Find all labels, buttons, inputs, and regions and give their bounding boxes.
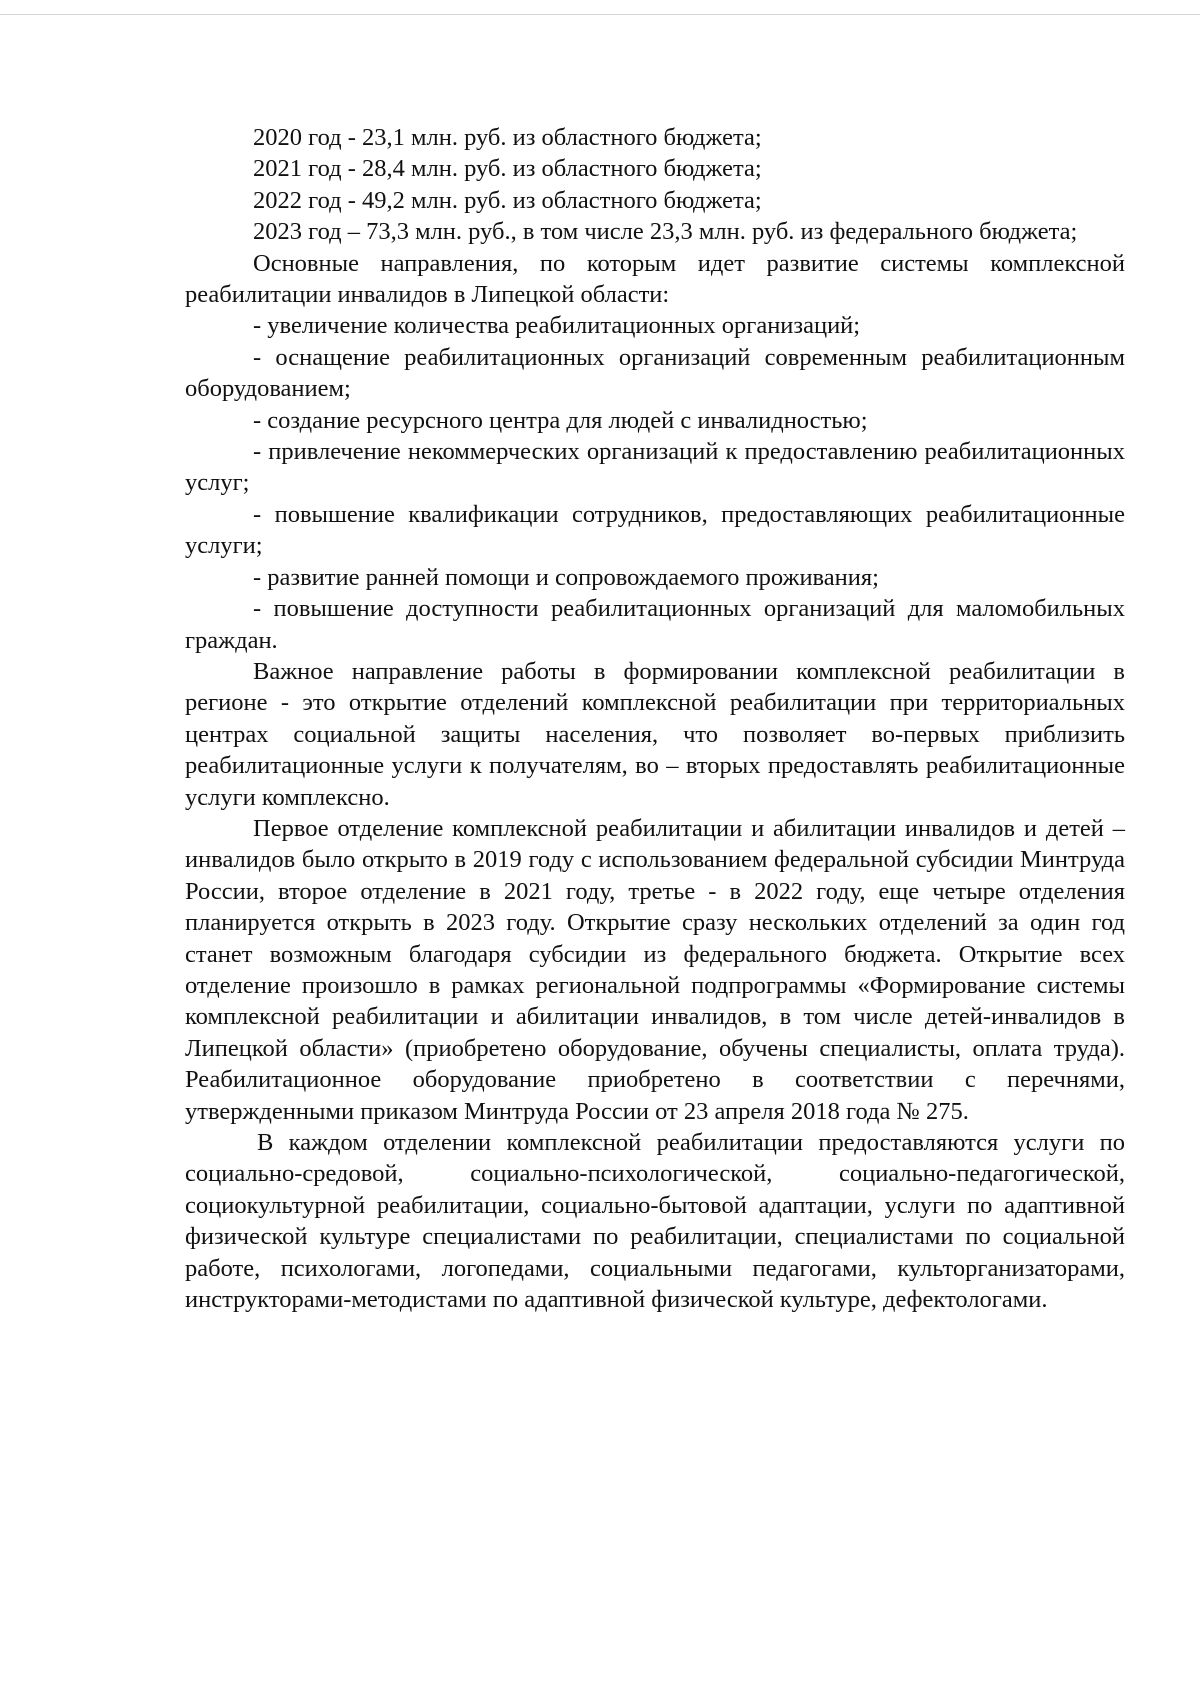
first-department-paragraph: Первое отделение комплексной реабилитации и абилитации инвалидов и детей – инвалидов было открыто в 2019 году с использованием федеральной субсидии Минтруда России, второе отделение в 2021 году, третье - в 2022 году, еще четыре отделения планируется открыть в 2023 году. Открытие сразу нескольких отделений за один год станет возможным благодаря субсидии из федерального бюджета. Открытие всех отделение произошло в рамках региональной подпрограммы «Формирование системы комплексной реабилитации и абилитации инвалидов, в том числе детей-инвалидов в Липецкой области» (приобретено оборудование, обучены специалисты, оплата труда). Реабилитационное оборудование приобретено в соответствии с перечнями, утвержденными приказом Минтруда России от 23 апреля 2018 года № 275. bbox=[185, 814, 1125, 1125]
direction-item: - оснащение реабилитационных организаций современным реабилитационным оборудованием; bbox=[185, 343, 1125, 403]
directions-intro-paragraph: Основные направления, по которым идет развитие системы комплексной реабилитации инвалидов в Липецкой области: bbox=[185, 249, 1125, 309]
budget-2021-line: 2021 год - 28,4 млн. руб. из областного бюджета; bbox=[253, 155, 762, 183]
direction-item: - повышение квалификации сотрудников, предоставляющих реабилитационные услуги; bbox=[185, 500, 1125, 560]
services-paragraph: В каждом отделении комплексной реабилитации предоставляются услуги по социально-средовой, социально-психологической, социально-педагогической, социокультурной реабилитации, социально-бытовой адаптации, услуги по адаптивной физической культуре специалистами по реабилитации, специалистами по социальной работе, психологами, логопедами, социальными педагогами, культорганизаторами, инструкторами-методистами по адаптивной физической культуре, дефектологами. bbox=[185, 1129, 1125, 1314]
direction-item: - повышение доступности реабилитационных организаций для маломобильных граждан. bbox=[185, 595, 1125, 654]
scan-edge-line bbox=[0, 14, 1200, 15]
direction-item: - увеличение количества реабилитационных организаций; bbox=[253, 312, 861, 340]
document-body bbox=[185, 122, 1125, 1315]
direction-item: - создание ресурсного центра для людей с инвалидностью; bbox=[253, 406, 868, 434]
direction-item: - развитие ранней помощи и сопровождаемого проживания; bbox=[253, 563, 879, 591]
budget-2020-line: 2020 год - 23,1 млн. руб. из областного бюджета; bbox=[253, 124, 762, 151]
direction-item: - привлечение некоммерческих организаций к предоставлению реабилитационных услуг; bbox=[185, 438, 1125, 497]
budget-2022-line: 2022 год - 49,2 млн. руб. из областного бюджета; bbox=[253, 186, 762, 214]
departments-opening-paragraph: Важное направление работы в формировании комплексной реабилитации в регионе - это открытие отделений комплексной реабилитации при территориальных центрах социальной защиты населения, что позволяет во-первых приблизить реабилитационные услуги к получателям, во – вторых предоставлять реабилитационные услуги комплексно. bbox=[185, 657, 1125, 811]
budget-2023-line: 2023 год – 73,3 млн. руб., в том числе 23,3 млн. руб. из федерального бюджета; bbox=[253, 218, 1078, 246]
